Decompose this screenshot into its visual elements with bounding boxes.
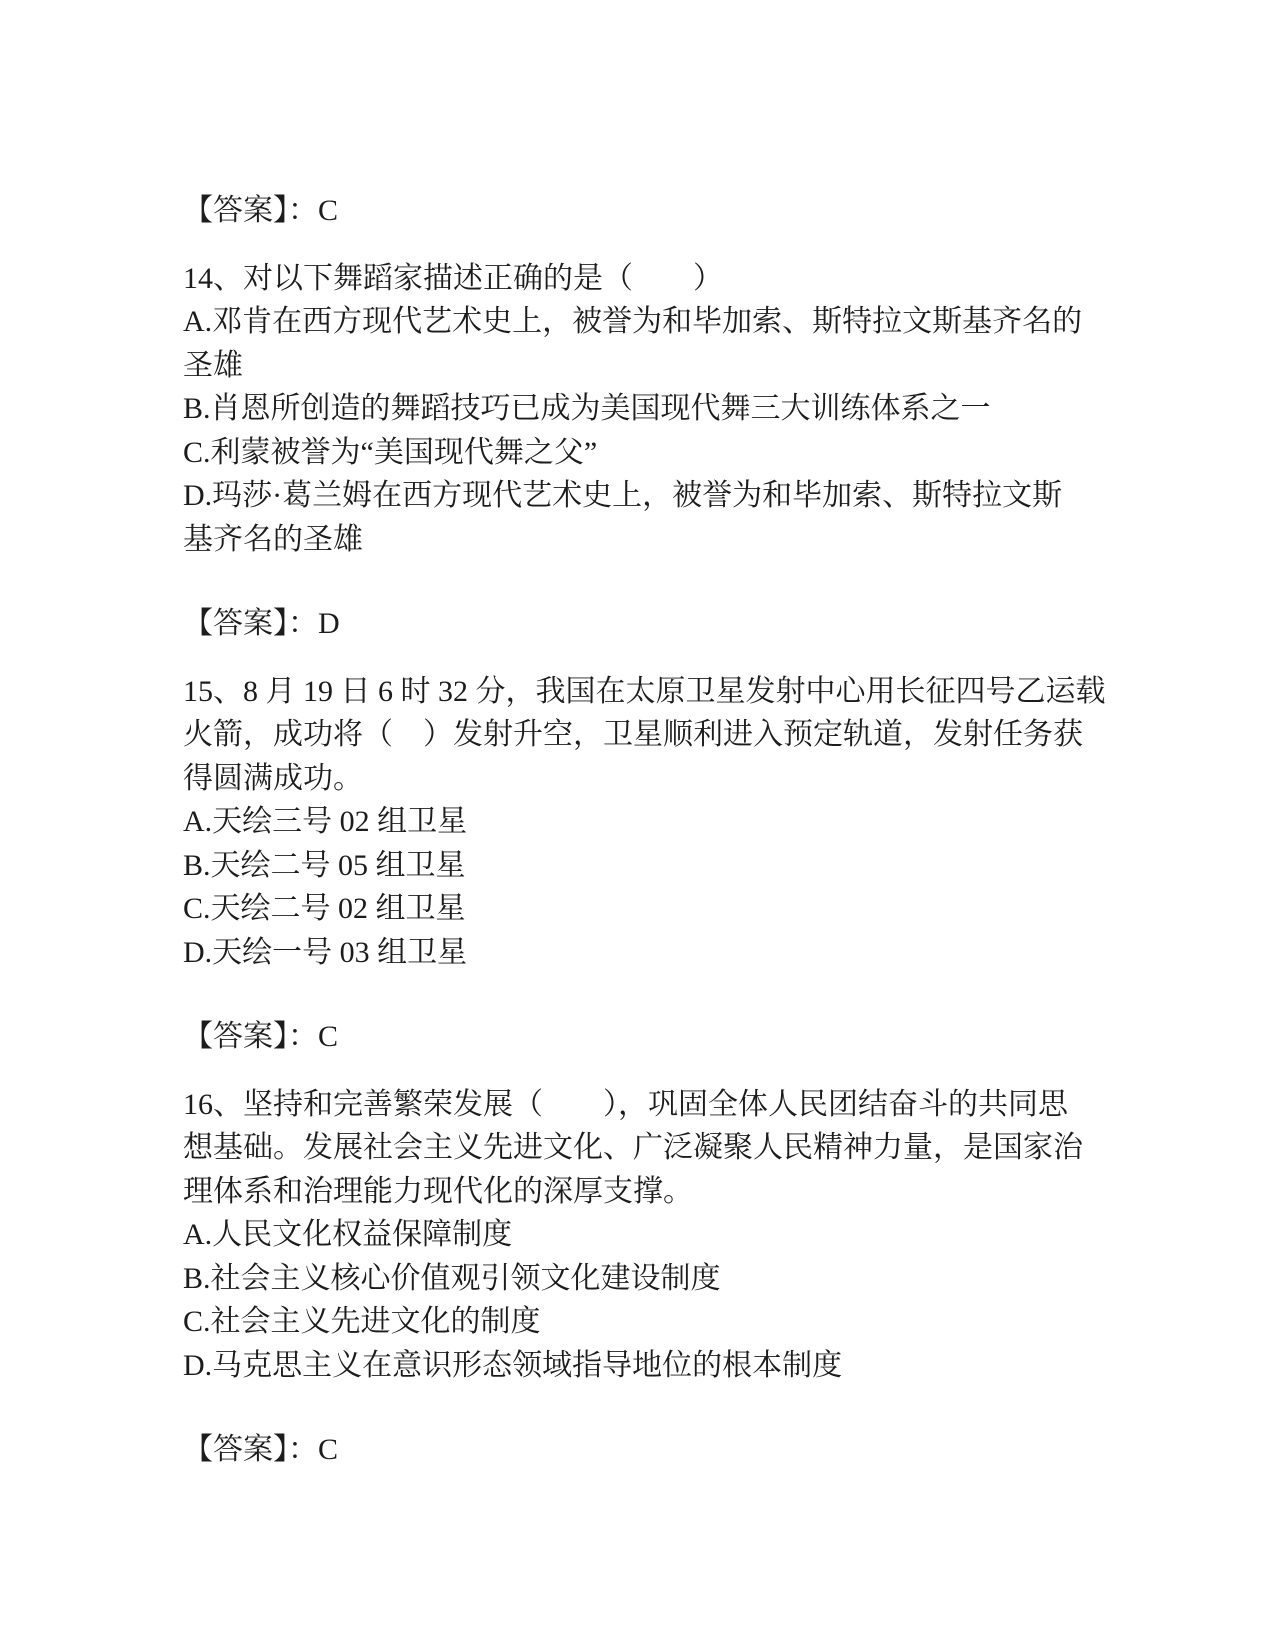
answer-q16 xyxy=(183,1428,1195,1472)
question-line: C.社会主义先进文化的制度 xyxy=(183,1305,541,1338)
question-line: 14、对以下舞蹈家描述正确的是（ ） xyxy=(183,261,723,295)
question-line: B.社会主义核心价值观引领文化建设制度 xyxy=(183,1261,721,1295)
question-line: C.天绘二号 02 组卫星 xyxy=(183,892,466,925)
answer-q14 xyxy=(183,602,1195,646)
answer-q13 xyxy=(183,189,1195,233)
answer-line: 【答案】：C xyxy=(183,1433,339,1466)
question-14 xyxy=(183,257,1195,562)
question-line: 基齐名的圣雄 xyxy=(183,522,363,556)
question-line: D.玛莎·葛兰姆在西方现代艺术史上，被誉为和毕加索、斯特拉文斯 xyxy=(183,479,1063,512)
question-line: 想基础。发展社会主义先进文化、广泛凝聚人民精神力量，是国家治 xyxy=(183,1131,1083,1164)
question-line: 火箭，成功将（ ）发射升空，卫星顺利进入预定轨道，发射任务获 xyxy=(183,718,1083,751)
question-line: B.肖恩所创造的舞蹈技巧已成为美国现代舞三大训练体系之一 xyxy=(183,392,991,425)
answer-line: 【答案】：C xyxy=(183,194,339,227)
question-line: 理体系和治理能力现代化的深厚支撑。 xyxy=(183,1174,693,1208)
question-line: A.人民文化权益保障制度 xyxy=(183,1218,513,1251)
question-line: D.天绘一号 03 组卫星 xyxy=(183,935,468,969)
question-line: C.利蒙被誉为“美国现代舞之父” xyxy=(183,435,598,469)
question-line: D.马克思主义在意识形态领域指导地位的根本制度 xyxy=(183,1348,843,1382)
answer-line: 【答案】：C xyxy=(183,1020,339,1053)
question-line: 圣雄 xyxy=(183,348,243,382)
answer-q15 xyxy=(183,1015,1195,1059)
question-line: 16、坚持和完善繁荣发展（ ），巩固全体人民团结奋斗的共同思 xyxy=(183,1087,1068,1121)
question-line: B.天绘二号 05 组卫星 xyxy=(183,848,466,882)
question-16 xyxy=(183,1083,1195,1388)
question-line: 15、8 月 19 日 6 时 32 分，我国在太原卫星发射中心用长征四号乙运载 xyxy=(183,674,1106,708)
question-15 xyxy=(183,670,1195,975)
question-line: A.邓肯在西方现代艺术史上，被誉为和毕加索、斯特拉文斯基齐名的 xyxy=(183,305,1083,338)
question-line: A.天绘三号 02 组卫星 xyxy=(183,805,468,838)
question-line: 得圆满成功。 xyxy=(183,761,363,795)
answer-line: 【答案】：D xyxy=(183,607,340,640)
